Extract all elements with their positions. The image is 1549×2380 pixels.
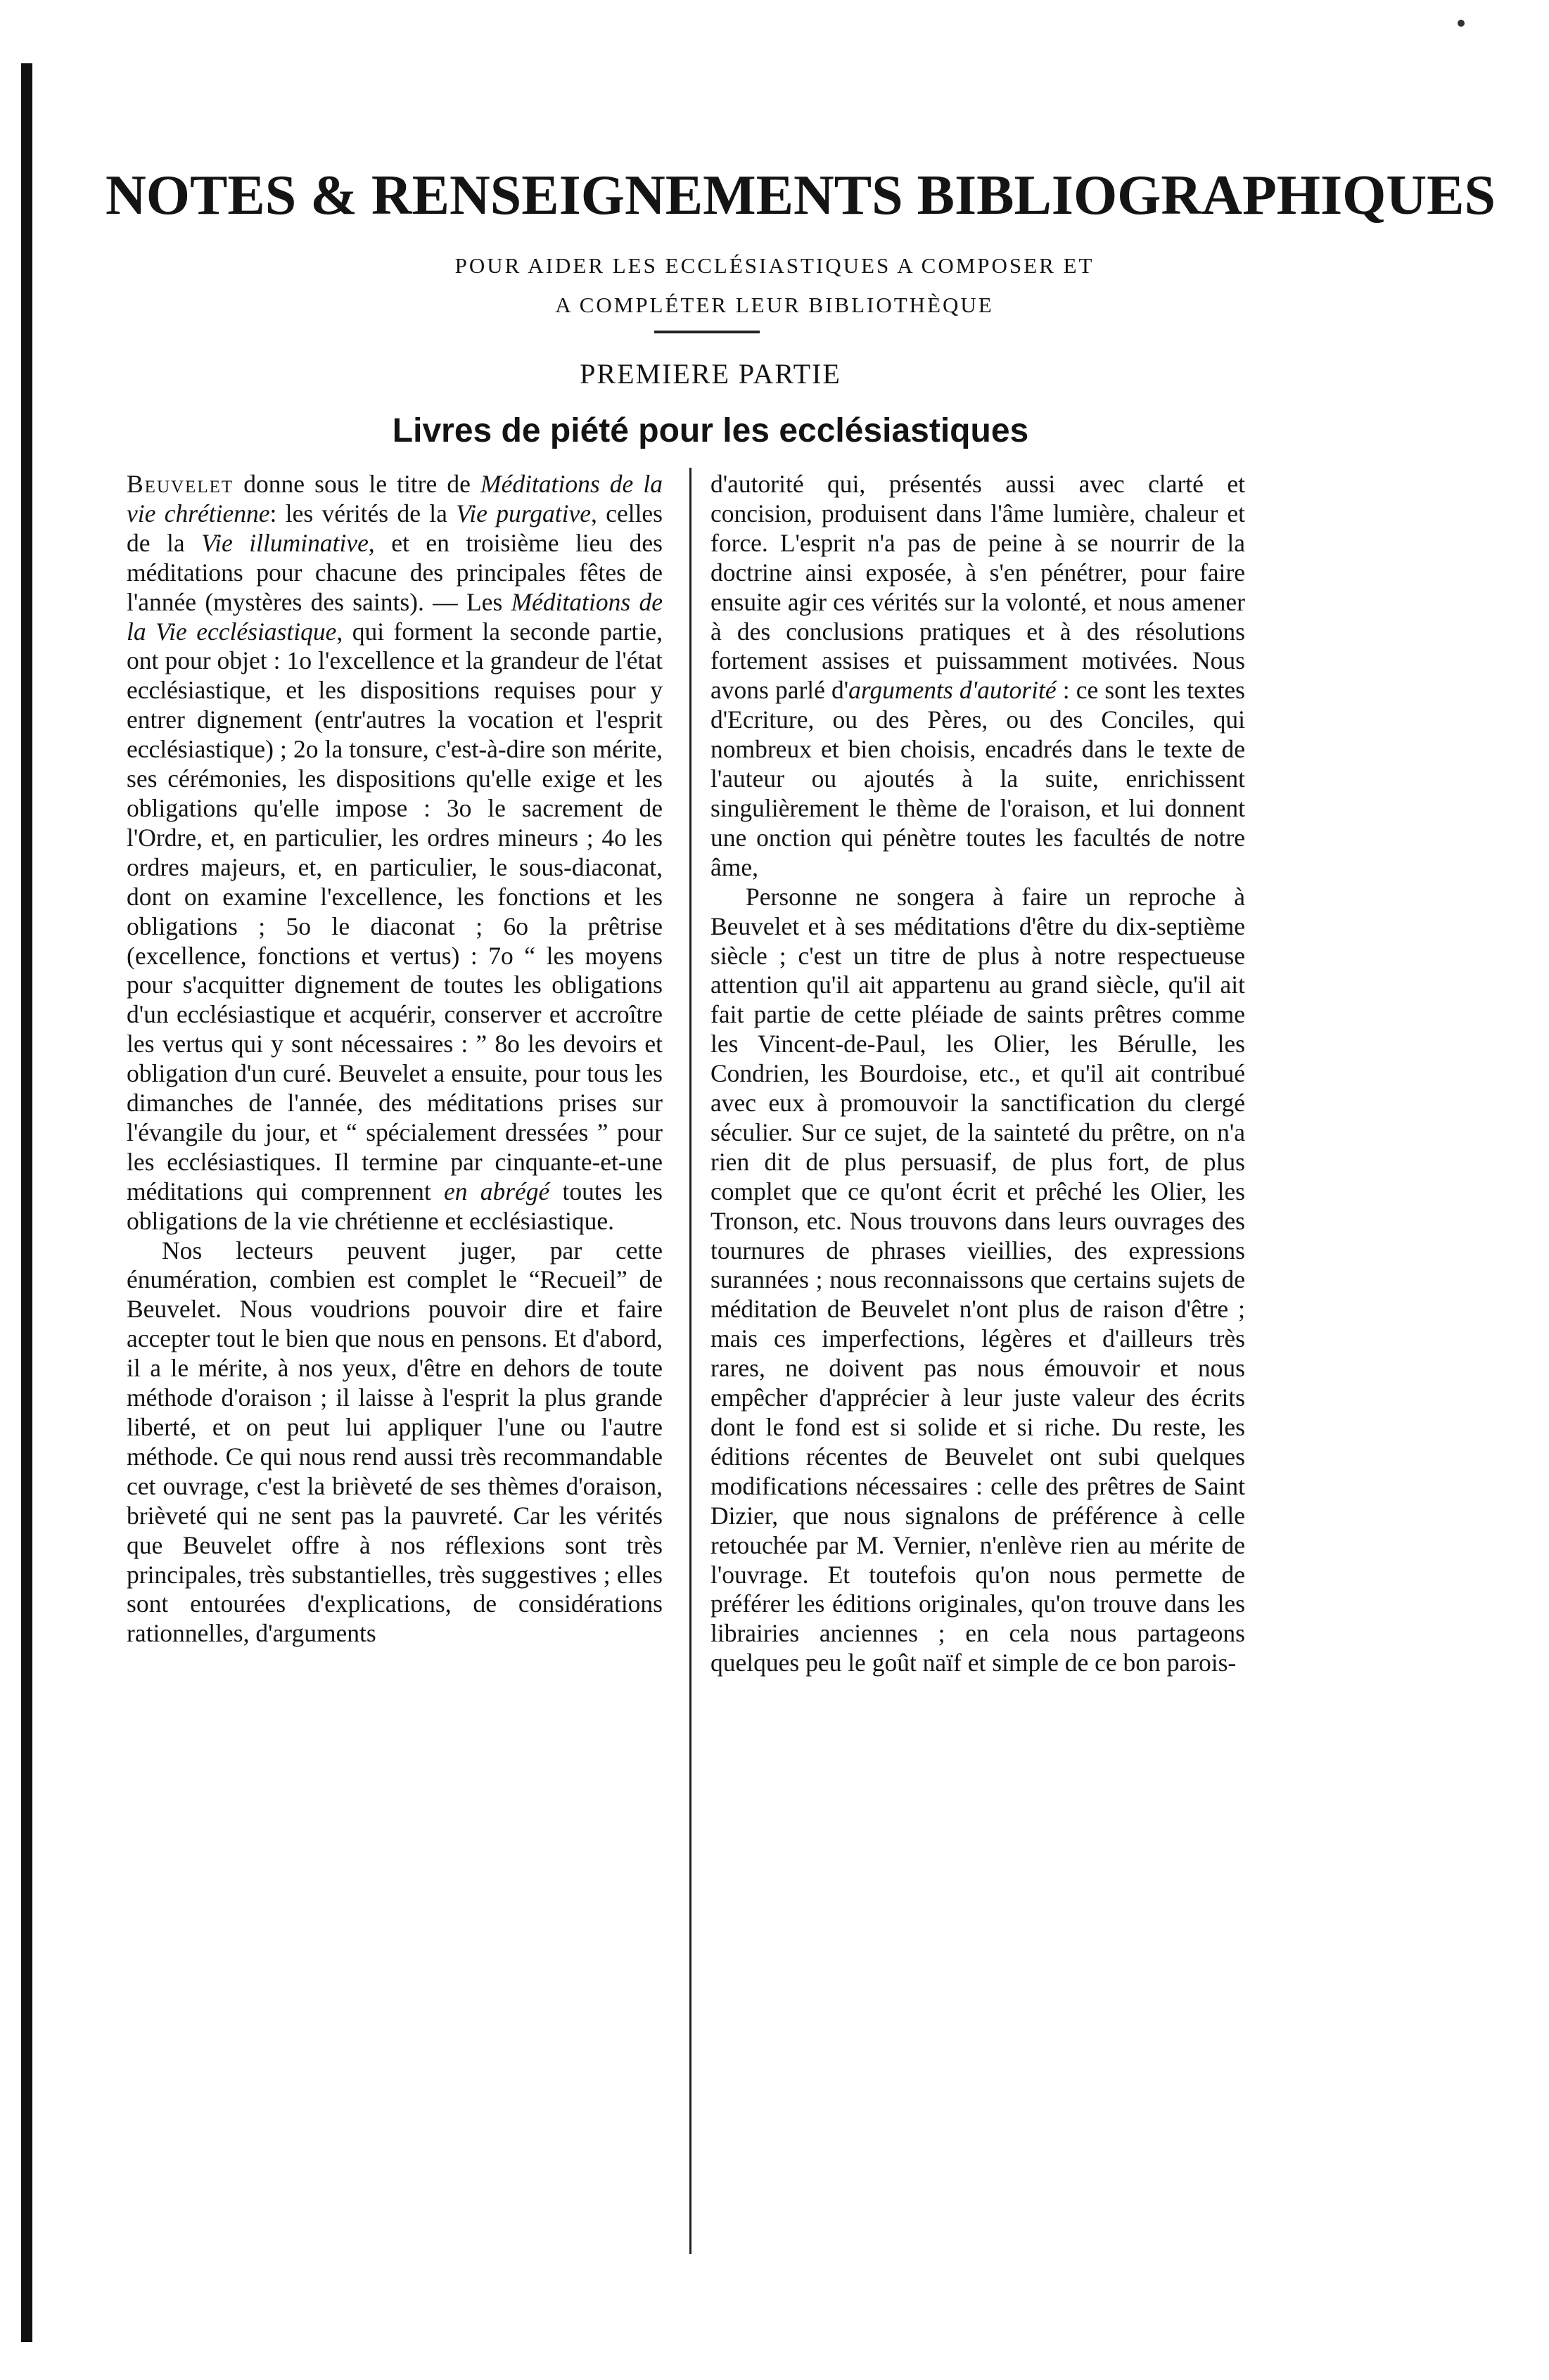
book-title: Méditations de la Vie ecclésiastique — [127, 587, 663, 646]
text-span: , celles de la — [127, 499, 663, 557]
page-subtitle — [169, 246, 1380, 325]
paragraph — [710, 470, 1245, 883]
scan-speck — [1458, 20, 1465, 27]
text-span: : les vérités de la — [269, 499, 457, 527]
paragraph: Personne ne songera à faire un reproche à Beuvelet et à ses méditations d'être du dix-septième siècle ; c'est un titre de plus à notre respectueuse attention qu'il ait appartenu au grand siècle, qu'il ait fait partie de cette pléiade de saints prêtres comme les Vincent-de-Paul, les Olier, les Bérulle, les Condrien, les Bourdoise, etc., et qu'il ait contribué avec eux à promouvoir la sanctification du clergé séculier. Sur ce sujet, de la sainteté du prêtre, on n'a rien dit de plus persuasif, de plus fort, de plus complet que ce qu'ont écrit et prêché les Olier, les Tronson, etc. Nous trouvons dans leurs ouvrages des tournures de phrases vieillies, des expressions surannées ; nous reconnaissons que certains sujets de méditation de Beuvelet n'ont plus de raison d'être ; mais ces imperfections, légères et d'ailleurs très rares, ne doivent pas nous émouvoir et nous empêcher d'apprécier à leur juste valeur des écrits dont le fond est si solide et si riche. Du reste, les éditions récentes de Beuvelet ont subi quelques modifications nécessaires : celle des prêtres de Saint Dizier, que nous signalons de préférence à celle retouchée par M. Vernier, n'enlève rien au mérite de l'ouvrage. Et toutefois qu'on nous permette de préférer les éditions originales, qu'on trouve dans les librairies anciennes ; en cela nous partageons quelques peu le goût naïf et simple de ce bon parois- — [710, 882, 1245, 1677]
author-name: Beuvelet — [127, 470, 234, 498]
scan-edge-shadow — [21, 63, 32, 2342]
subtitle-line-1: POUR AIDER LES ECCLÉSIASTIQUES A COMPOSER ET — [454, 253, 1095, 278]
page-title: NOTES & RENSEIGNEMENTS BIBLIOGRAPHIQUES — [106, 165, 1496, 226]
book-title: Méditations de la vie chrétienne — [127, 470, 663, 527]
book-title: Vie illuminative — [201, 528, 369, 557]
emphasis: en abrégé — [444, 1177, 550, 1205]
column-divider — [689, 468, 691, 2254]
text-span: , qui forment la seconde partie, ont pour objet : 1o l'excellence et la grandeur de l'état ecclésiastique, et les dispositions requises pour y entrer dignement (entr'autres la vocation et l'esprit ecclésiastique) ; 2o la tonsure, c'est-à-dire son mérite, ses cérémonies, les dispositions qu'elle exige et les obligations qu'elle impose : 3o le sacrement de l'Ordre, et, en particulier, les ordres mineurs ; 4o les ordres majeurs, et, en particulier, le sous-diaconat, dont on examine l'excellence, les fonctions et les obligations ; 5o le diaconat ; 6o la prêtrise (excellence, fonctions et vertus) : 7o “ les moyens pour s'acquitter dignement de toutes les obligations d'un ecclésiastique et acquérir, conserver et accroître les vertus qui y sont nécessaires : ” 8o les devoirs et obligation d'un curé. Beuvelet a ensuite, pour tous les dimanches de l'année, des méditations prises sur l'évangile du jour, et “ spécialement dressées ” pour les ecclésiastiques. Il termine par cinquante-et-une méditations qui comprennent — [127, 617, 663, 1205]
book-title: Vie purgative — [456, 499, 591, 527]
part-heading: PREMIERE PARTIE — [580, 358, 841, 390]
paragraph: Nos lecteurs peuvent juger, par cette énumération, combien est complet le “Recueil” de Beuvelet. Nous voudrions pouvoir dire et faire accepter tout le bien que nous en pensons. Et d'abord, il a le mérite, à nos yeux, d'être en dehors de toute méthode d'oraison ; il laisse à l'esprit la plus grande liberté, et on peut lui appliquer l'une ou l'autre méthode. Ce qui nous rend aussi très recommandable cet ouvrage, c'est la brièveté de ses thèmes d'oraison, brièveté qui ne sent pas la pauvreté. Car les vérités que Beuvelet offre à nos réflexions sont très principales, très substantielles, très suggestives ; elles sont entourées d'explications, de considérations rationnelles, d'arguments — [127, 1236, 663, 1648]
right-column — [710, 470, 1245, 1678]
emphasis: arguments d'autorité — [848, 676, 1057, 705]
text-span: donne sous le titre de — [234, 470, 481, 498]
text-span: d'autorité qui, présentés aussi avec clarté et concision, produisent dans l'âme lumière, chaleur et force. L'esprit n'a pas de peine à se nourrir de la doctrine ainsi exposée, à s'en pénétrer, pour faire ensuite agir ces vérités sur la volonté, et nous amener à des conclusions pratiques et à des résolutions fortement assises et puissamment motivées. Nous avons parlé d' — [710, 470, 1245, 705]
left-column — [127, 470, 663, 1649]
text-span: , et en troisième lieu des méditations pour chacune des principales fêtes de l'année (mystères des saints). — Les — [127, 528, 663, 616]
subtitle-line-2: A COMPLÉTER LEUR BIBLIOTHÈQUE — [555, 293, 994, 317]
title-rule — [654, 331, 760, 333]
text-span: : ce sont les textes d'Ecriture, ou des Pères, ou des Conciles, qui nombreux et bien choisis, encadrés dans le texte de l'auteur ou ajoutés à la suite, enrichissent singulièrement le thème de l'oraison, et lui donnent une onction qui pénètre toutes les facultés de notre âme, — [710, 676, 1245, 881]
text-span: toutes les obligations de la vie chrétienne et ecclésiastique. — [127, 1177, 663, 1235]
section-heading: Livres de piété pour les ecclésiastiques — [392, 412, 1029, 449]
paragraph — [127, 470, 663, 1236]
